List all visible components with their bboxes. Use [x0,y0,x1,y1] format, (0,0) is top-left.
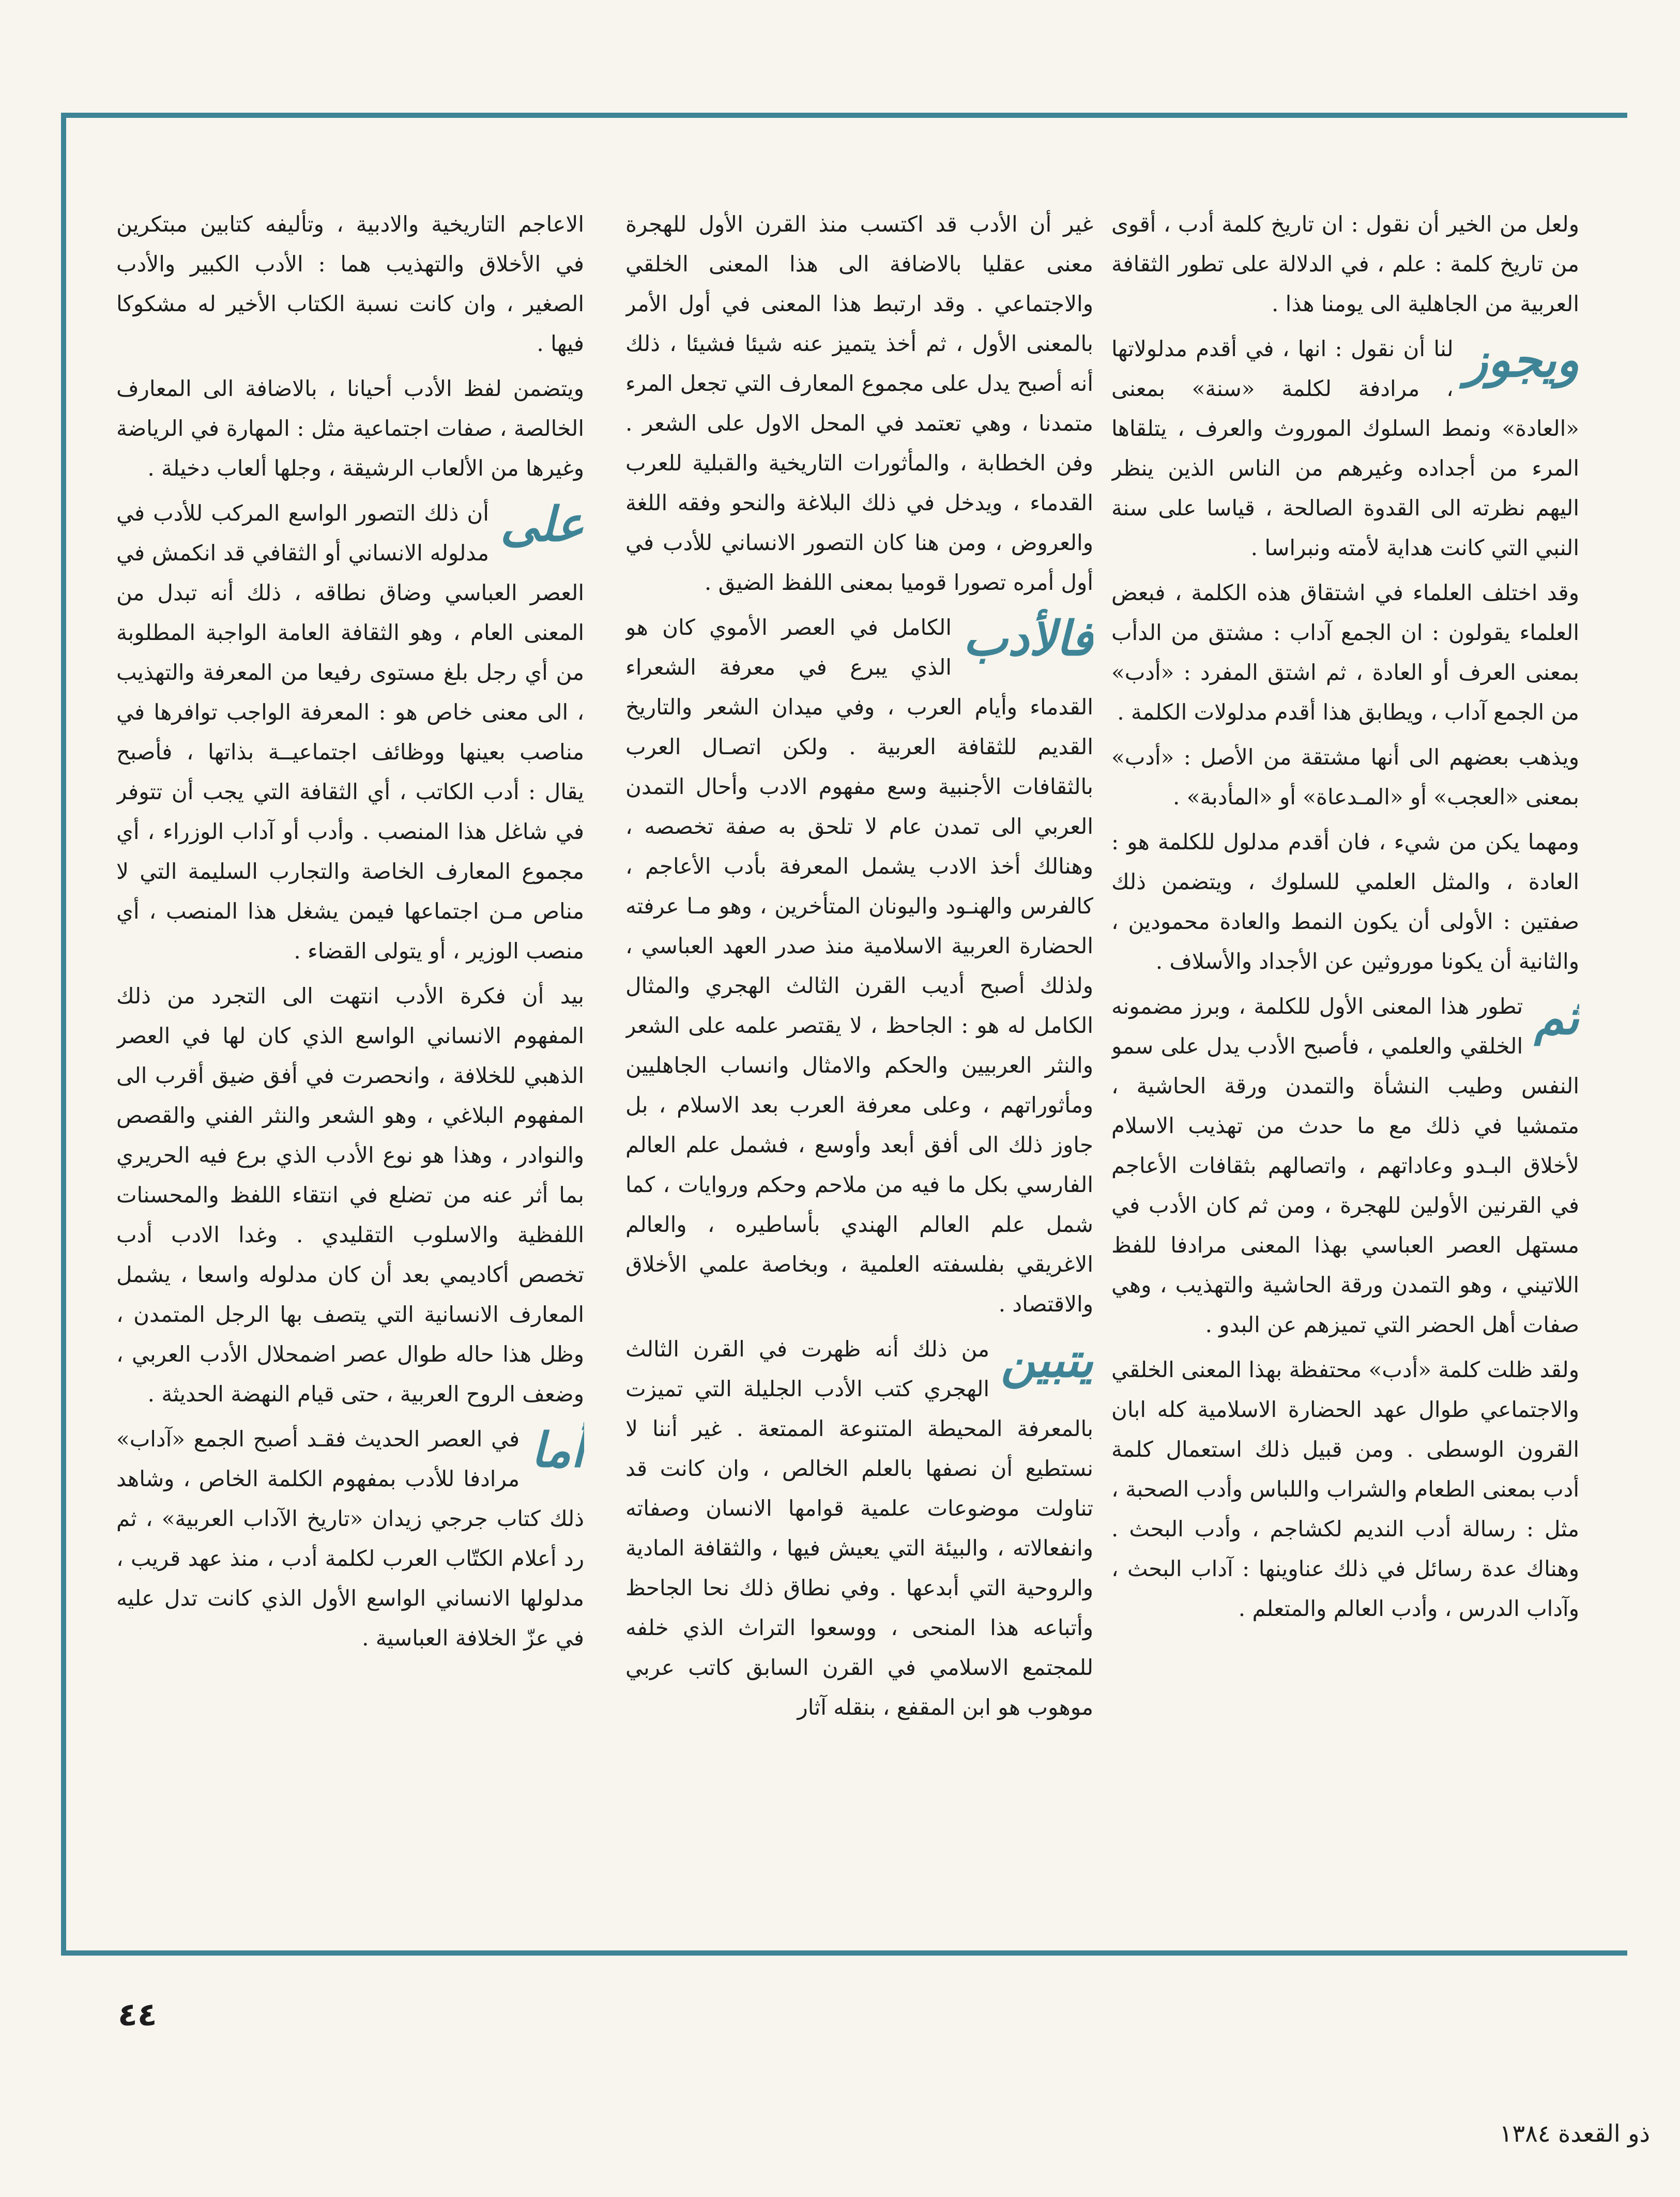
paragraph: ويتضمن لفظ الأدب أحيانا ، بالاضافة الى المعارف الخالصة ، صفات اجتماعية مثل : المهارة في الرياضة وغيرها من الألعاب الرشيقة ، وجلها ألعاب دخيلة . [116,376,584,481]
paragraph [116,1419,584,1658]
paragraph [116,493,584,971]
paragraph [1111,986,1579,1345]
paragraph-text: من ذلك أنه ظهرت في القرن الثالث الهجري كتب الأدب الجليلة التي تميزت بالمعرفة المحيطة المتنوعة الممتعة . غير أننا لا نستطيع أن نصفها بالعلم الخالص ، وان كانت قد تناولت موضوعات علمية قوامها الانسان وصفاته وانفعالاته ، والبيئة التي يعيش فيها ، والثقافة المادية والروحية التي أبدعها . وفي نطاق ذلك نحا الجاحظ وأتباعه هذا المنحى ، ووسعوا التراث الذي خلفه للمجتمع الاسلامي في القرن السابق كاتب عربي موهوب هو ابن المقفع ، بنقله آثار [625,1336,1093,1720]
paragraph: بيد أن فكرة الأدب انتهت الى التجرد من ذلك المفهوم الانساني الواسع الذي كان لها في العصر الذهبي للخلافة ، وانحصرت في أفق ضيق أقرب الى المفهوم البلاغي ، وهو الشعر والنثر الفني والقصص والنوادر ، وهذا هو نوع الأدب الذي برع فيه الحريري بما أثر عنه من تضلع في انتقاء اللفظ والمحسنات اللفظية والاسلوب التقليدي . وغدا الادب أدب تخصص أكاديمي بعد أن كان مدلوله واسعا ، يشمل المعارف الانسانية التي يتصف بها الرجل المتمدن ، وظل هذا حاله طوال عصر اضمحلال الأدب العربي ، وضعف الروح العربية ، حتى قيام النهضة الحديثة . [116,983,584,1407]
paragraph [625,1329,1093,1727]
paragraph: ومهما يكن من شيء ، فان أقدم مدلول للكلمة هو : العادة ، والمثل العلمي للسلوك ، ويتضمن ذلك صفتين : الأولى أن يكون النمط والعادة محمودين ، والثانية أن يكونا موروثين عن الأجداد والأسلاف . [1111,829,1579,974]
page-number: ٤٤ [118,1995,157,2033]
drop-word: ثم [1534,990,1579,1045]
issue-date: ذو القعدة ١٣٨٤ [1499,2119,1650,2147]
paragraph-text: لنا أن نقول : انها ، في أقدم مدلولاتها ، مرادفة لكلمة «سنة» بمعنى «العادة» ونمط السلوك الموروث والعرف ، يتلقاها المرء من أجداده وغيرهم من الناس الذين ينظر اليهم نظرته الى القدوة الصالحة ، قياسا على سنة النبي التي كانت هداية لأمته ونبراسا . [1111,336,1579,560]
paragraph: ويذهب بعضهم الى أنها مشتقة من الأصل : «أدب» بمعنى «العجب» أو «المـدعاة» أو «المأدبة» . [1111,744,1579,810]
article-column-middle [625,204,1093,1920]
paragraph: وقد اختلف العلماء في اشتقاق هذه الكلمة ، فبعض العلماء يقولون : ان الجمع آداب : مشتق من الدأب بمعنى العرف أو العادة ، ثم اشتق المفرد : «أدب» من الجمع آداب ، ويطابق هذا أقدم مدلولات الكلمة . [1111,580,1579,725]
paragraph: الاعاجم التاريخية والادبية ، وتأليفه كتابين مبتكرين في الأخلاق والتهذيب هما : الأدب الكبير والأدب الصغير ، وان كانت نسبة الكتاب الأخير له مشكوكا فيها . [116,211,584,356]
drop-word: يتبين [1001,1333,1093,1388]
drop-word: فالأدب [963,611,1093,666]
paragraph [1111,329,1579,568]
paragraph-text: الكامل في العصر الأموي كان هو الذي يبرع في معرفة الشعراء القدماء وأيام العرب ، وفي ميدان الشعر والتاريخ القديم للثقافة العربية . ولكن اتصـال العرب بالثقافات الأجنبية وسع مفهوم الادب وأحال التمدن العربي الى تمدن عام لا تلحق به صفة تخصصه ، وهنالك أخذ الادب يشمل المعرفة بأدب الأعاجم ، كالفرس والهنـود واليونان المتأخرين ، وهو مـا عرفته الحضارة العربية الاسلامية منذ صدر العهد العباسي ، ولذلك أصبح أديب القرن الثالث الهجري والمثال الكامل له هو : الجاحظ ، لا يقتصر علمه على الشعر والنثر العربيين والحكم والامثال وانساب الجاهليين ومأثوراتهم ، وعلى معرفة العرب بعد الاسلام ، بل جاوز ذلك الى أفق أبعد وأوسع ، فشمل علم العالم الفارسي بكل ما فيه من ملاحم وحكم وروايات ، كما شمل علم العالم الهندي بأساطيره ، والعالم الاغريقي بفلسفته العلمية ، وبخاصة علمي الأخلاق والاقتصاد . [625,615,1093,1317]
article-column-left [116,204,584,1920]
paragraph [625,607,1093,1324]
drop-word: على [500,497,584,552]
paragraph-text: أن ذلك التصور الواسع المركب للأدب في مدلوله الانساني أو الثقافي قد انكمش في العصر العباسي وضاق نطاقه ، ذلك أنه تبدل من المعنى العام ، وهو الثقافة العامة الواجبة المطلوبة من أي رجل بلغ مستوى رفيعا من المعرفة والتهذيب ، الى معنى خاص هو : المعرفة الواجب توافرها في مناصب بعينها ووظائف اجتماعيــة بذاتها ، فأصبح يقال : أدب الكاتب ، أي الثقافة التي يجب أن تتوفر في شاغل هذا المنصب . وأدب أو آداب الوزراء ، أي مجموع المعارف الخاصة والتجارب السليمة التي لا مناص مـن اجتماعها فيمن يشغل هذا المنصب ، أي منصب الوزير ، أو يتولى القضاء . [116,500,584,964]
paragraph-text: في العصر الحديث فقـد أصبح الجمع «آداب» مرادفا للأدب بمفهوم الكلمة الخاص ، وشاهد ذلك كتاب جرجي زيدان «تاريخ الآداب العربية» ، ثم رد أعلام الكتّاب العرب لكلمة أدب ، منذ عهد قريب ، مدلولها الانساني الواسع الأول الذي كانت تدل عليه في عزّ الخلافة العباسية . [116,1426,584,1651]
paragraph: ولقد ظلت كلمة «أدب» محتفظة بهذا المعنى الخلقي والاجتماعي طوال عهد الحضارة الاسلامية كله ابان القرون الوسطى . ومن قبيل ذلك استعمال كلمة أدب بمعنى الطعام والشراب واللباس وأدب الصحبة ، مثل : رسالة أدب النديم لكشاجم ، وأدب البحث . وهناك عدة رسائل في ذلك عناوينها : آداب البحث ، وآداب الدرس ، وأدب العالم والمتعلم . [1111,1357,1579,1621]
paragraph: ولعل من الخير أن نقول : ان تاريخ كلمة أدب ، أقوى من تاريخ كلمة : علم ، في الدلالة على تطور الثقافة العربية من الجاهلية الى يومنا هذا . [1111,211,1579,316]
drop-word: ويجوز [1464,332,1579,388]
paragraph-text: تطور هذا المعنى الأول للكلمة ، وبرز مضمونه الخلقي والعلمي ، فأصبح الأدب يدل على سمو النفس وطيب النشأة والتمدن ورقة الحاشية ، متمشيا في ذلك مع ما حدث من تهذيب الاسلام لأخلاق البـدو وعاداتهم ، واتصالهم بثقافات الأعاجم في القرنين الأولين للهجرة ، ومن ثم كان الأدب في مستهل العصر العباسي بهذا المعنى مرادفا للفظ اللاتيني ، وهو التمدن ورقة الحاشية والتهذيب ، وهي صفات أهل الحضر التي تميزهم عن البدو . [1111,994,1579,1337]
drop-word: أما [531,1423,584,1478]
article-column-right [1111,204,1579,1920]
paragraph: غير أن الأدب قد اكتسب منذ القرن الأول للهجرة معنى عقليا بالاضافة الى هذا المعنى الخلقي والاجتماعي . وقد ارتبط هذا المعنى في أول الأمر بالمعنى الأول ، ثم أخذ يتميز عنه شيئا فشيئا ، ذلك أنه أصبح يدل على مجموع المعارف التي تجعل المرء متمدنا ، وهي تعتمد في المحل الاول على الشعر . وفن الخطابة ، والمأثورات التاريخية والقبلية للعرب القدماء ، ويدخل في ذلك البلاغة والنحو وفقه اللغة والعروض ، ومن هنا كان التصور الانساني للأدب في أول أمره تصورا قوميا بمعنى اللفظ الضيق . [625,211,1093,595]
